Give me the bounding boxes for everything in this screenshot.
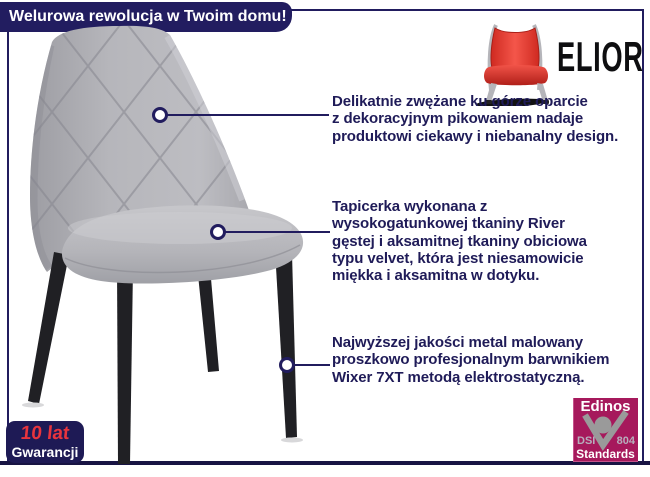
callout-text-upholstery <box>332 198 587 284</box>
standards-label: Standards <box>576 447 635 461</box>
callout-text-backrest <box>332 93 618 145</box>
callout-line: typu velvet, która jest niesamowicie <box>332 249 584 267</box>
brand-wordmark: ELIOR <box>557 33 644 80</box>
callout-line-backrest <box>166 114 329 116</box>
callout-line: proszkowo profesjonalnym barwnikiem <box>332 351 610 369</box>
callout-line-seat <box>224 231 330 233</box>
warranty-badge <box>6 421 84 463</box>
callout-dot-leg <box>279 357 295 373</box>
callout-line: Tapicerka wykonana z <box>332 198 488 215</box>
standards-brand: Edinos <box>580 398 631 415</box>
callout-line: miękka i aksamitna w dotyku. <box>332 267 540 285</box>
callout-text-legs <box>332 334 609 386</box>
warranty-label: Gwarancji <box>11 444 79 460</box>
callout-line-leg <box>293 364 330 366</box>
standards-right-code: 804 <box>616 435 635 447</box>
callout-line: Delikatnie zwężane ku górze oparcie <box>332 93 588 110</box>
standards-badge <box>573 398 638 462</box>
callout-dot-seat <box>210 224 226 240</box>
chair-leg-front-right <box>275 250 297 438</box>
callout-line: Wixer 7XT metodą elektrostatyczną. <box>332 368 585 386</box>
callout-line: produktowi ciekawy i niebanalny design. <box>332 127 619 145</box>
warranty-years: 10 lat <box>19 423 71 444</box>
headline-text: Welurowa rewolucja w Twoim domu! <box>9 8 287 25</box>
chair-leg-front-left <box>28 252 69 404</box>
callout-dot-backrest <box>152 107 168 123</box>
callout-line: z dekoracyjnym pikowaniem nadaje <box>332 110 584 128</box>
callout-line: gęstej i aksamitnej tkaniny obiciowa <box>332 232 587 250</box>
callout-line: Najwyższej jakości metal malowany <box>332 334 583 351</box>
standards-left-code: DSI <box>577 435 596 447</box>
callout-line: wysokogatunkowej tkaniny River <box>332 215 565 233</box>
chair-leg-back-left <box>117 266 133 464</box>
